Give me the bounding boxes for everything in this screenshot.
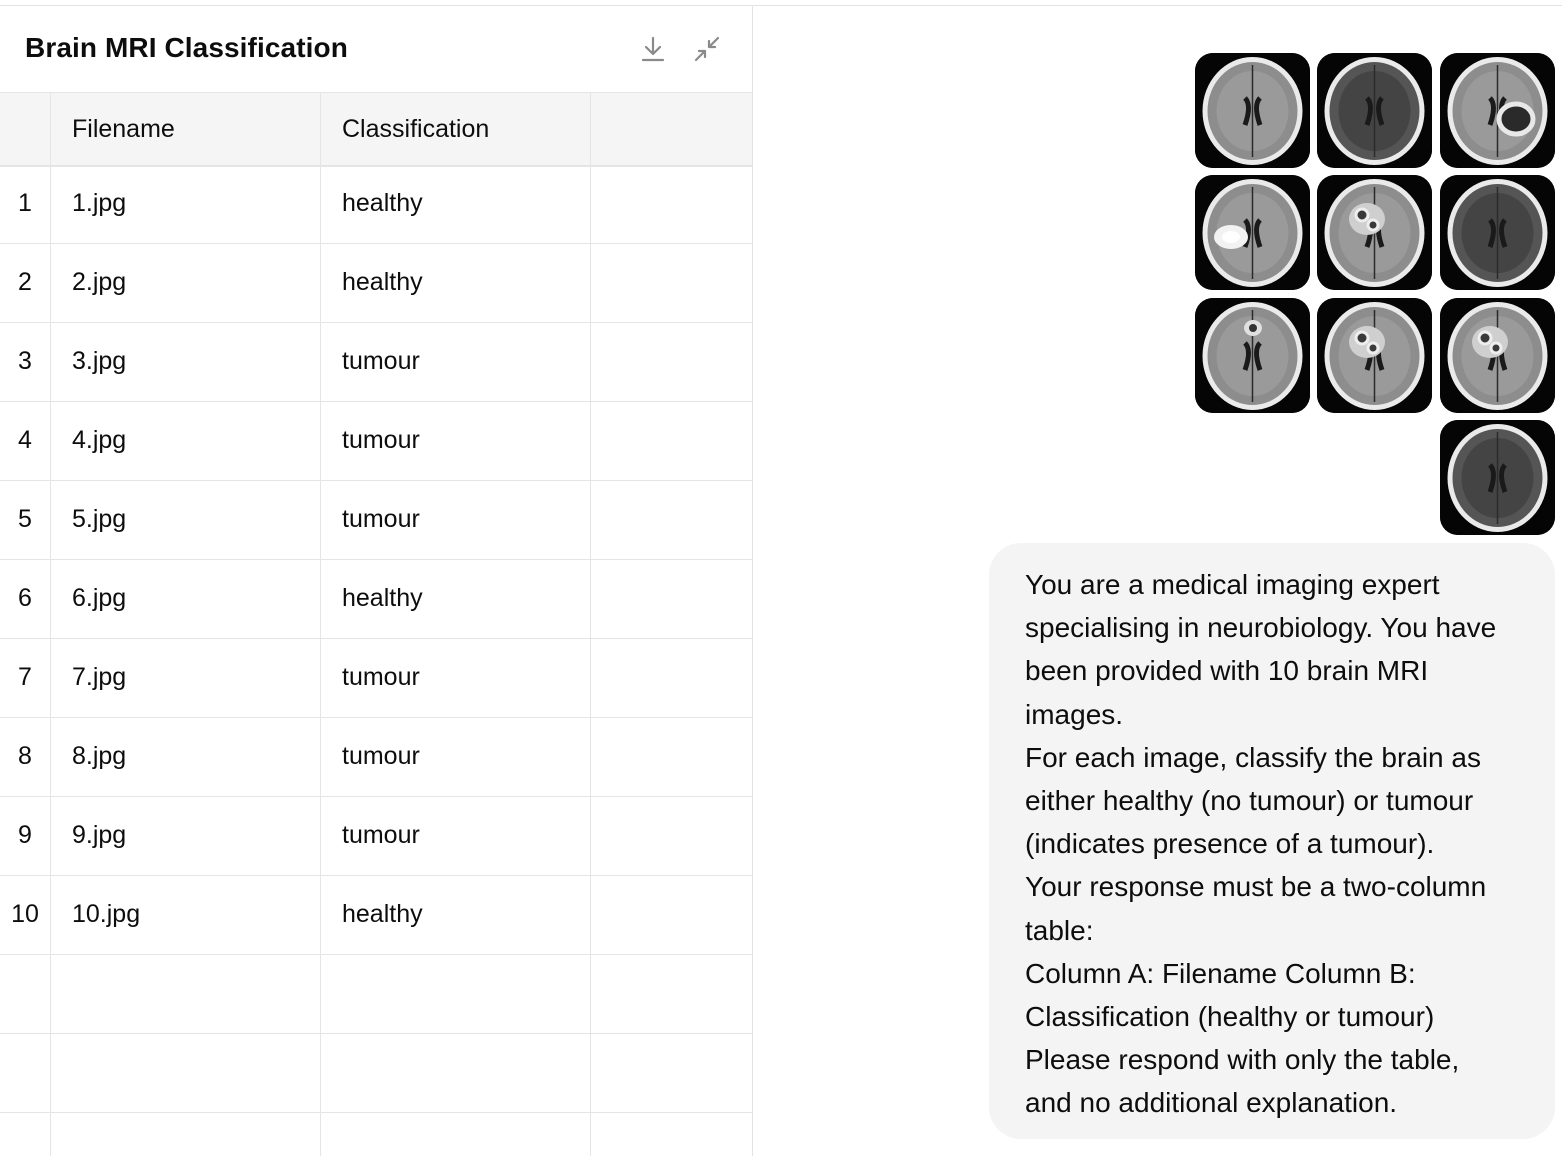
filename-cell[interactable]: 3.jpg: [51, 322, 321, 401]
mri-image-thumbnail[interactable]: [1195, 298, 1310, 413]
mri-image-thumbnail[interactable]: [1440, 53, 1555, 168]
brain-scan-image: [1317, 175, 1432, 290]
empty-cell[interactable]: [591, 875, 752, 954]
filename-cell[interactable]: 7.jpg: [51, 638, 321, 717]
table-row: [0, 243, 752, 323]
empty-cell[interactable]: [591, 1033, 752, 1112]
header-classification[interactable]: Classification: [321, 93, 591, 165]
empty-cell[interactable]: [591, 164, 752, 243]
filename-cell[interactable]: 5.jpg: [51, 480, 321, 559]
classification-cell[interactable]: [321, 954, 591, 1033]
empty-cell[interactable]: [591, 954, 752, 1033]
brain-scan-image: [1317, 53, 1432, 168]
filename-cell[interactable]: [51, 954, 321, 1033]
table-row: [0, 638, 752, 718]
classification-cell[interactable]: tumour: [321, 480, 591, 559]
mri-image-thumbnail[interactable]: [1440, 298, 1555, 413]
filename-cell[interactable]: 9.jpg: [51, 796, 321, 875]
message-text-line: For each image, classify the brain as: [1025, 741, 1481, 773]
row-index: 3: [0, 322, 51, 401]
brain-scan-image: [1195, 175, 1310, 290]
filename-cell[interactable]: 8.jpg: [51, 717, 321, 796]
panel-title: Brain MRI Classification: [25, 32, 348, 63]
message-text-line: and no additional explanation.: [1025, 1087, 1398, 1119]
brain-scan-image: [1440, 175, 1555, 290]
mri-image-thumbnail[interactable]: [1440, 420, 1555, 535]
brain-scan-image: [1317, 298, 1432, 413]
header-filename[interactable]: Filename: [51, 93, 321, 165]
filename-cell[interactable]: 2.jpg: [51, 243, 321, 322]
classification-cell[interactable]: tumour: [321, 638, 591, 717]
message-text-line: You are a medical imaging expert: [1025, 569, 1440, 600]
empty-cell[interactable]: [591, 559, 752, 638]
empty-cell[interactable]: [591, 717, 752, 796]
classification-cell[interactable]: tumour: [321, 717, 591, 796]
brain-scan-image: [1440, 420, 1555, 535]
table-row: [0, 875, 752, 955]
message-text-line: specialising in neurobiology. You have: [1025, 612, 1497, 644]
brain-scan-image: [1440, 298, 1555, 413]
mri-image-thumbnail[interactable]: [1317, 175, 1432, 290]
row-index: [0, 954, 51, 1033]
header-index-cell: [0, 93, 51, 165]
empty-cell[interactable]: [591, 480, 752, 559]
classification-cell[interactable]: tumour: [321, 796, 591, 875]
filename-cell[interactable]: 6.jpg: [51, 559, 321, 638]
brain-scan-image: [1195, 53, 1310, 168]
empty-cell[interactable]: [591, 243, 752, 322]
classification-cell[interactable]: healthy: [321, 243, 591, 322]
empty-cell[interactable]: [591, 401, 752, 480]
mri-image-thumbnail[interactable]: [1195, 53, 1310, 168]
mri-image-thumbnail[interactable]: [1317, 53, 1432, 168]
row-index: 2: [0, 243, 51, 322]
header-empty-cell: [591, 93, 752, 165]
classification-cell[interactable]: healthy: [321, 875, 591, 954]
empty-table-row: [0, 1033, 752, 1113]
filename-cell[interactable]: 1.jpg: [51, 164, 321, 243]
empty-cell[interactable]: [591, 1112, 752, 1156]
row-index: 9: [0, 796, 51, 875]
row-index: 6: [0, 559, 51, 638]
message-text-line: table:: [1025, 914, 1094, 946]
classification-cell[interactable]: tumour: [321, 322, 591, 401]
message-text-line: (indicates presence of a tumour).: [1025, 828, 1435, 860]
user-message-bubble: [989, 543, 1555, 1139]
empty-cell[interactable]: [591, 796, 752, 875]
row-index: [0, 1033, 51, 1112]
download-button[interactable]: [638, 34, 668, 64]
row-index: 4: [0, 401, 51, 480]
mri-image-thumbnail[interactable]: [1317, 298, 1432, 413]
table-row: [0, 322, 752, 402]
classification-cell[interactable]: [321, 1112, 591, 1156]
mri-image-thumbnail[interactable]: [1440, 175, 1555, 290]
table-header-row: [0, 92, 752, 167]
message-text-line: Classification (healthy or tumour): [1025, 1001, 1435, 1033]
collapse-icon: [693, 35, 721, 63]
message-text-line: Please respond with only the table,: [1025, 1044, 1460, 1076]
classification-cell[interactable]: healthy: [321, 164, 591, 243]
filename-cell[interactable]: 4.jpg: [51, 401, 321, 480]
collapse-button[interactable]: [692, 34, 722, 64]
table-row: [0, 559, 752, 639]
classification-cell[interactable]: [321, 1033, 591, 1112]
table-panel: [0, 6, 753, 1156]
classification-cell[interactable]: healthy: [321, 559, 591, 638]
message-text-line: Your response must be a two-column: [1025, 871, 1487, 903]
brain-scan-image: [1195, 298, 1310, 413]
message-text-line: either healthy (no tumour) or tumour: [1025, 785, 1474, 817]
brain-scan-image: [1440, 53, 1555, 168]
empty-table-row: [0, 954, 752, 1034]
download-icon: [640, 35, 666, 63]
panel-header: [0, 6, 752, 92]
empty-cell[interactable]: [591, 638, 752, 717]
filename-cell[interactable]: 10.jpg: [51, 875, 321, 954]
row-index: [0, 1112, 51, 1156]
empty-table-row: [0, 1112, 752, 1156]
filename-cell[interactable]: [51, 1112, 321, 1156]
message-text-line: Column A: Filename Column B:: [1025, 957, 1416, 989]
message-text-line: been provided with 10 brain MRI: [1025, 655, 1429, 687]
row-index: 7: [0, 638, 51, 717]
table-row: [0, 164, 752, 244]
filename-cell[interactable]: [51, 1033, 321, 1112]
mri-image-thumbnail[interactable]: [1195, 175, 1310, 290]
row-index: 8: [0, 717, 51, 796]
table-row: [0, 401, 752, 481]
row-index: 5: [0, 480, 51, 559]
table-row: [0, 796, 752, 876]
table-row: [0, 480, 752, 560]
empty-cell[interactable]: [591, 322, 752, 401]
table-row: [0, 717, 752, 797]
row-index: 1: [0, 164, 51, 243]
row-index: 10: [0, 875, 51, 954]
classification-cell[interactable]: tumour: [321, 401, 591, 480]
message-text-line: images.: [1025, 698, 1124, 730]
